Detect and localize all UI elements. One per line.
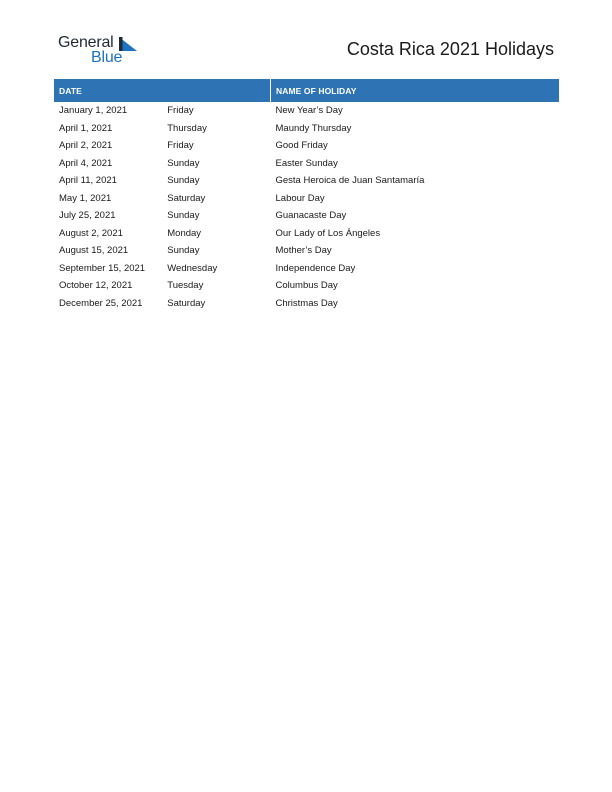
page-title: Costa Rica 2021 Holidays — [346, 39, 554, 59]
column-header-date: DATE — [54, 79, 271, 102]
holiday-weekday: Saturday — [167, 297, 206, 309]
table-row — [54, 190, 559, 208]
table-row — [54, 295, 559, 313]
holiday-weekday: Friday — [167, 140, 194, 152]
holiday-weekday: Sunday — [167, 245, 200, 257]
holiday-name: Independence Day — [275, 262, 356, 274]
holiday-name: Maundy Thursday — [275, 122, 352, 134]
holiday-weekday: Friday — [167, 105, 194, 117]
holiday-date: August 2, 2021 — [59, 227, 123, 239]
holiday-weekday: Saturday — [167, 192, 206, 204]
holiday-name: Columbus Day — [275, 280, 338, 292]
table-row — [54, 277, 559, 295]
holiday-date: April 2, 2021 — [59, 140, 113, 152]
table-row — [54, 260, 559, 278]
holiday-weekday: Sunday — [167, 157, 200, 169]
holiday-date: October 12, 2021 — [59, 280, 133, 292]
holiday-weekday: Monday — [167, 227, 202, 239]
table-row — [54, 242, 559, 260]
table-row — [54, 120, 559, 138]
table-row — [54, 207, 559, 225]
holiday-date: December 25, 2021 — [59, 297, 143, 309]
holiday-date: May 1, 2021 — [59, 192, 112, 204]
holiday-date: April 11, 2021 — [59, 175, 117, 187]
holiday-date: September 15, 2021 — [59, 262, 146, 274]
holiday-name: Christmas Day — [275, 297, 338, 309]
holiday-date: August 15, 2021 — [59, 245, 129, 257]
holiday-weekday: Thursday — [167, 122, 207, 134]
logo — [58, 34, 148, 70]
column-header-holiday-name: NAME OF HOLIDAY — [271, 79, 560, 102]
holiday-name: Guanacaste Day — [275, 210, 347, 222]
holiday-date: April 4, 2021 — [59, 157, 113, 169]
table-row — [54, 137, 559, 155]
holiday-weekday: Wednesday — [167, 262, 218, 274]
table-row — [54, 155, 559, 173]
table-row — [54, 225, 559, 243]
holiday-table — [54, 79, 559, 312]
holiday-name: Easter Sunday — [275, 157, 338, 169]
logo-blue-text: Blue — [91, 49, 123, 66]
holiday-name: New Year’s Day — [275, 105, 343, 117]
holiday-weekday: Sunday — [167, 175, 200, 187]
holiday-weekday: Tuesday — [167, 280, 204, 292]
holiday-date: April 1, 2021 — [59, 122, 113, 134]
table-row — [54, 172, 559, 190]
logo-general-text: General — [58, 34, 114, 51]
holiday-name: Our Lady of Los Ángeles — [275, 227, 381, 239]
holiday-name: Mother’s Day — [275, 245, 332, 257]
holiday-name: Gesta Heroica de Juan Santamaría — [275, 175, 425, 187]
table-row — [54, 102, 559, 120]
holiday-date: January 1, 2021 — [59, 105, 128, 117]
table-body — [54, 102, 559, 312]
holiday-weekday: Sunday — [167, 210, 200, 222]
holiday-name: Labour Day — [275, 192, 325, 204]
table-header-row — [54, 79, 559, 102]
holiday-date: July 25, 2021 — [59, 210, 116, 222]
holiday-name: Good Friday — [275, 140, 328, 152]
